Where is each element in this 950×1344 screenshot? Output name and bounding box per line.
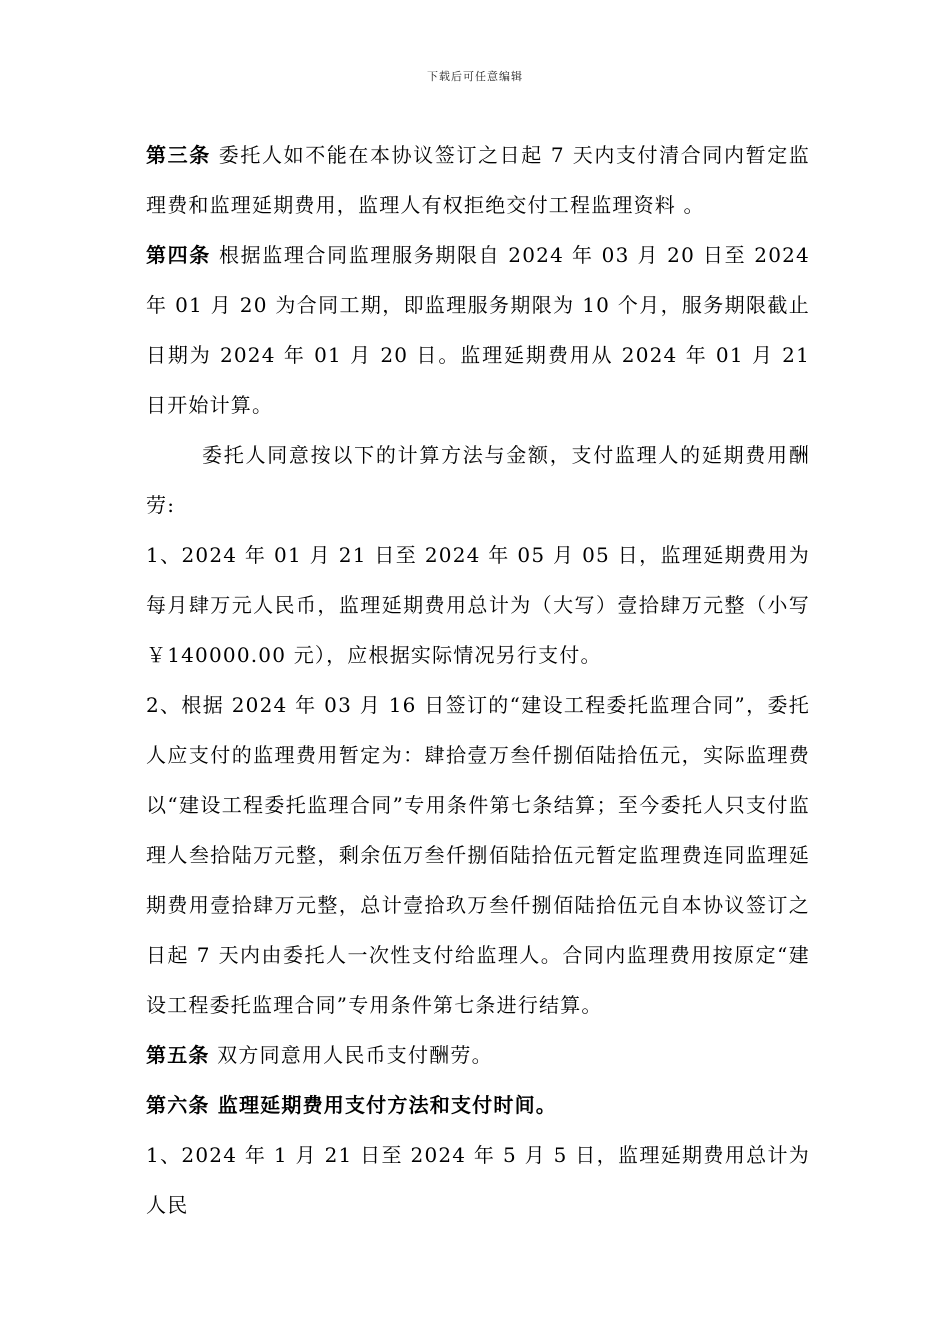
article-text: 委托人如不能在本协议签订之日起 7 天内支付清合同内暂定监理费和监理延期费用，监理人有权拒绝交付工程监理资料 。 — [146, 143, 810, 217]
document-body — [146, 130, 810, 1230]
list-item-1: 1、2024 年 01 月 21 日至 2024 年 05 月 05 日，监理延期费用为每月肆万元人民币，监理延期费用总计为（大写）壹拾肆万元整（小写￥140000.00 元），应根据实际情况另行支付。 — [146, 543, 810, 667]
article-6 — [146, 1080, 810, 1130]
article-heading: 第六条 — [146, 1093, 210, 1117]
article-text: 监理延期费用支付方法和支付时间。 — [209, 1093, 557, 1117]
article-5 — [146, 1030, 810, 1080]
article-text: 根据监理合同监理服务期限自 2024 年 03 月 20 日至 2024 年 01 月 20 为合同工期，即监理服务期限为 10 个月，服务期限截止日期为 2024 年 01 月 20 日。监理延期费用从 2024 年 01 月 21 日开始计算。 — [146, 243, 810, 417]
list-item-2: 2、根据 2024 年 03 月 16 日签订的“建设工程委托监理合同”，委托人应支付的监理费用暂定为：肆拾壹万叁仟捌佰陆拾伍元，实际监理费以“建设工程委托监理合同”专用条件第七条结算；至今委托人只支付监理人叁拾陆万元整，剩余伍万叁仟捌佰陆拾伍元暂定监理费连同监理延期费用壹拾肆万元整，总计壹拾玖万叁仟捌佰陆拾伍元自本协议签订之日起 7 天内由委托人一次性支付给监理人。合同内监理费用按原定“建设工程委托监理合同”专用条件第七条进行结算。 — [146, 693, 810, 1017]
article-3 — [146, 130, 810, 230]
list-item-1-payment: 1、2024 年 1 月 21 日至 2024 年 5 月 5 日，监理延期费用总计为人民 — [146, 1143, 810, 1217]
page-header: 下载后可任意编辑 — [427, 70, 523, 83]
article-text: 双方同意用人民币支付酬劳。 — [209, 1043, 493, 1067]
paragraph-agreement: 委托人同意按以下的计算方法与金额，支付监理人的延期费用酬劳: — [146, 443, 810, 517]
article-4 — [146, 230, 810, 430]
article-heading: 第三条 — [146, 143, 211, 167]
article-heading: 第四条 — [146, 243, 211, 267]
article-heading: 第五条 — [146, 1043, 210, 1067]
